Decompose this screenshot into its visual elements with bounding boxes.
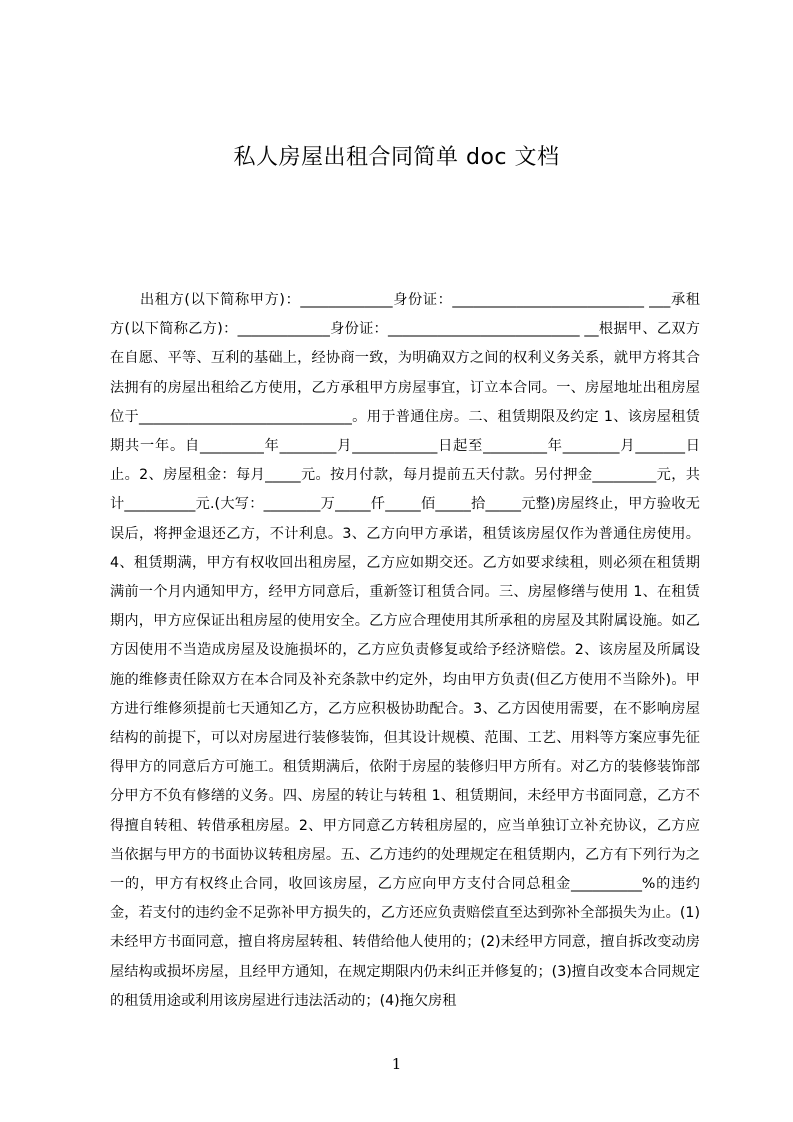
page-number: 1 — [391, 1055, 402, 1073]
contract-body-paragraph: 出租方(以下简称甲方)：_____________身份证：___________________________ ___承租方(以下简称乙方)：_____________身份证：___________________________ __根据甲、乙双方在自愿、平等、互利的基础上，经协商一致，为明确双方之间的权利义务关系，就甲方将其合法拥有的房屋出租给乙方使用，乙方承租甲方房屋事宜，订立本合同。一、房屋地址出租房屋位于______________________________。用于普通住房。二、租赁期限及约定 1、该房屋租赁期共一年。自_________年________月____________日起至_________年________月_______日止。2、房屋租金：每月_____元。按月付款，每月提前五天付款。另付押金_________元，共计__________元.(大写：________万_____仟_____佰_____拾_____元整)房屋终止，甲方验收无误后，将押金退还乙方，不计利息。3、乙方向甲方承诺，租赁该房屋仅作为普通住房使用。4、租赁期满，甲方有权收回出租房屋，乙方应如期交还。乙方如要求续租，则必须在租赁期满前一个月内通知甲方，经甲方同意后，重新签订租赁合同。三、房屋修缮与使用 1、在租赁期内，甲方应保证出租房屋的使用安全。乙方应合理使用其所承租的房屋及其附属设施。如乙方因使用不当造成房屋及设施损坏的，乙方应负责修复或给予经济赔偿。2、该房屋及所属设施的维修责任除双方在本合同及补充条款中约定外，均由甲方负责(但乙方使用不当除外)。甲方进行维修须提前七天通知乙方，乙方应积极协助配合。3、乙方因使用需要，在不影响房屋结构的前提下，可以对房屋进行装修装饰，但其设计规模、范围、工艺、用料等方案应事先征得甲方的同意后方可施工。租赁期满后，依附于房屋的装修归甲方所有。对乙方的装修装饰部分甲方不负有修缮的义务。四、房屋的转让与转租 1、租赁期间，未经甲方书面同意，乙方不得擅自转租、转借承租房屋。2、甲方同意乙方转租房屋的，应当单独订立补充协议，乙方应当依据与甲方的书面协议转租房屋。五、乙方违约的处理规定在租赁期内，乙方有下列行为之一的，甲方有权终止合同，收回该房屋，乙方应向甲方支付合同总租金__________%的违约金，若支付的违约金不足弥补甲方损失的，乙方还应负责赔偿直至达到弥补全部损失为止。(1)未经甲方书面同意，擅自将房屋转租、转借给他人使用的；(2)未经甲方同意，擅自拆改变动房屋结构或损坏房屋，且经甲方通知，在规定期限内仍未纠正并修复的；(3)擅自改变本合同规定的租赁用途或利用该房屋进行违法活动的；(4)拖欠房租 — [110, 292, 700, 1009]
document-title: 私人房屋出租合同简单 doc 文档 — [233, 145, 560, 170]
